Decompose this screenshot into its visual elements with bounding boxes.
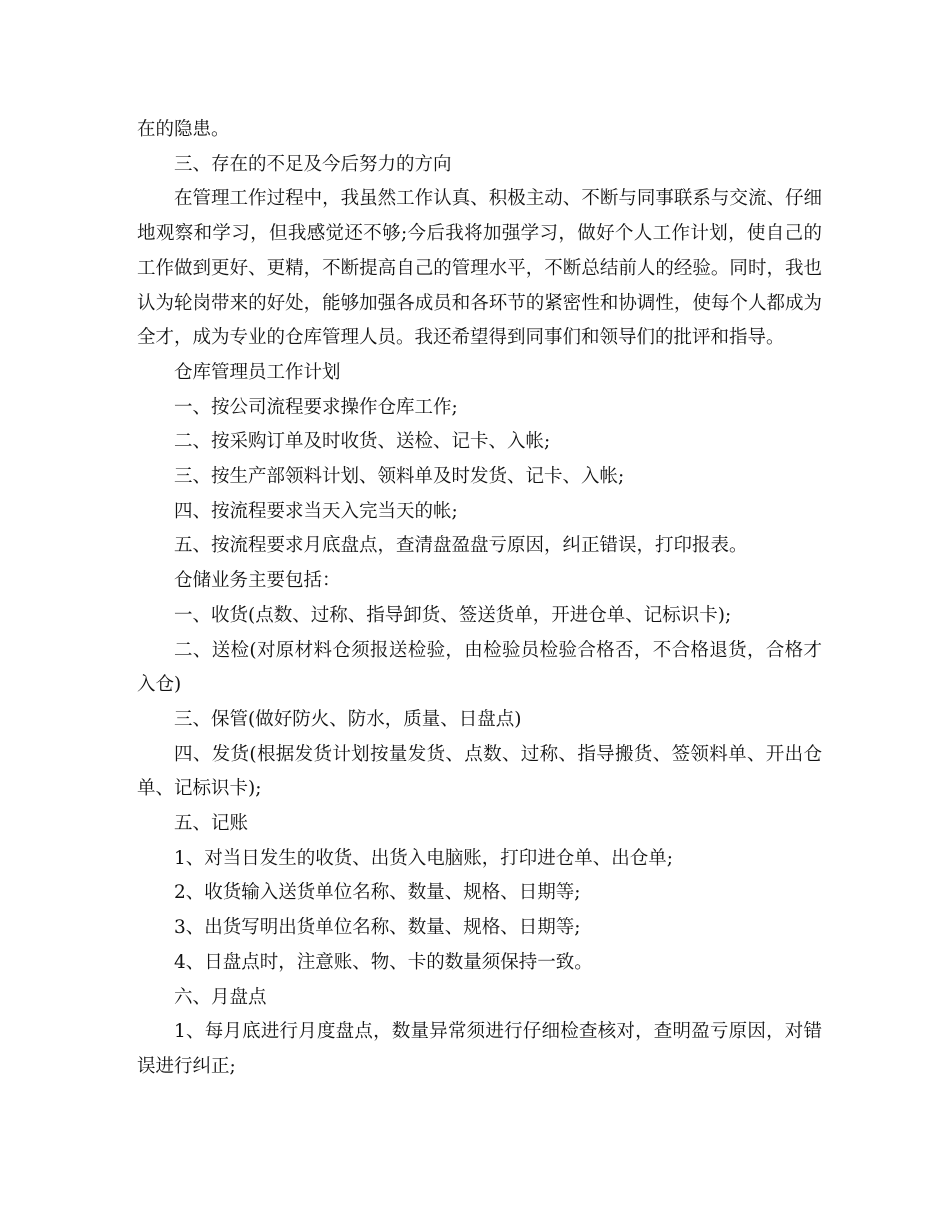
business-item-custody: 三、保管(做好防火、防水，质量、日盘点) [174, 708, 522, 730]
business-item-monthly-count: 六、月盘点 [174, 986, 267, 1008]
paragraph-self-assessment: 在管理工作过程中，我虽然工作认真、积极主动、不断与同事联系与交流、仔细地观察和学习，但我感觉还不够;今后我将加强学习，做好个人工作计划，使自己的工作做到更好、更精，不断提高自己的管理水平，不断总结前人的经验。同时，我也认为轮岗带来的好处，能够加强各成员和各环节的紧密性和协调性，使每个人都成为全才，成为专业的仓库管理人员。我还希望得到同事们和领导们的批评和指导。 [137, 188, 822, 349]
business-item-inspection: 二、送检(对原材料仓须报送检验，由检验员检验合格否，不合格退货，合格才入仓) [137, 639, 822, 696]
section-heading-shortcomings: 三、存在的不足及今后努力的方向 [174, 153, 452, 175]
business-item-receiving: 一、收货(点数、过称、指导卸货、签送货单，开进仓单、记标识卡); [174, 604, 732, 626]
monthly-count-sub-1: 1、每月底进行月度盘点，数量异常须进行仔细检查核对，查明盈亏原因，对错误进行纠正; [137, 1021, 822, 1077]
business-item-bookkeeping: 五、记账 [174, 813, 249, 835]
bookkeeping-sub-3: 3、出货写明出货单位名称、数量、规格、日期等; [174, 917, 581, 939]
heading-storage-business: 仓储业务主要包括： [174, 570, 341, 592]
plan-item-1: 一、按公司流程要求操作仓库工作; [174, 396, 458, 418]
plan-item-2: 二、按采购订单及时收货、送检、记卡、入帐; [174, 431, 551, 453]
plan-item-4: 四、按流程要求当天入完当天的帐; [174, 500, 458, 522]
plan-item-5: 五、按流程要求月底盘点，查清盘盈盘亏原因，纠正错误，打印报表。 [174, 535, 748, 557]
heading-work-plan: 仓库管理员工作计划 [174, 361, 341, 383]
paragraph-continuation: 在的隐患。 [137, 119, 230, 140]
bookkeeping-sub-1: 1、对当日发生的收货、出货入电脑账，打印进仓单、出仓单; [174, 847, 674, 869]
business-item-shipping: 四、发货(根据发货计划按量发货、点数、过称、指导搬货、签领料单、开出仓单、记标识卡); [137, 743, 822, 800]
document-body [137, 113, 822, 1085]
plan-item-3: 三、按生产部领料计划、领料单及时发货、记卡、入帐; [174, 466, 625, 488]
bookkeeping-sub-4: 4、日盘点时，注意账、物、卡的数量须保持一致。 [174, 951, 593, 973]
bookkeeping-sub-2: 2、收货输入送货单位名称、数量、规格、日期等; [174, 882, 581, 904]
